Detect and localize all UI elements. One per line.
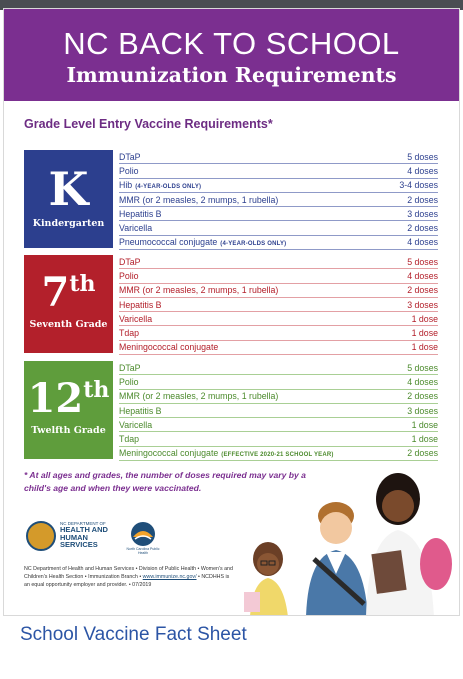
vaccine-list [119,150,438,250]
vaccine-row [119,207,438,221]
vaccine-name: Tdap [119,328,140,339]
grade-badge-number [24,162,113,216]
vaccine-row [119,298,438,312]
vaccine-row [119,150,438,164]
vaccine-name-cell [119,314,152,324]
vaccine-doses: 2 doses [407,448,438,459]
vaccine-name-cell [119,257,141,267]
vaccine-doses: 4 doses [407,237,438,248]
grade-number: K [48,162,89,216]
vaccine-name: Hepatitis B [119,299,162,310]
vaccine-doses: 1 dose [411,342,438,353]
grade-number: 12 [27,375,84,422]
grade-number: 7 [41,269,70,316]
vaccine-doses: 3-4 doses [399,180,438,191]
vaccine-row [119,179,438,193]
vaccine-doses: 1 dose [411,313,438,324]
vaccine-row [119,432,438,446]
students-photo [236,464,456,616]
vaccine-name: MMR (or 2 measles, 2 mumps, 1 rubella) [119,285,279,296]
grade-name: Kindergarten [32,218,105,229]
vaccine-name: Varicella [119,223,153,234]
grade-name: Twelfth Grade [31,425,106,436]
vaccine-row [119,193,438,207]
credit-text [24,565,234,589]
vaccine-row [119,221,438,235]
vaccine-name-cell [119,271,139,281]
grade-badge [24,361,113,459]
vaccine-name: DTaP [119,256,141,267]
vaccine-row [119,375,438,389]
grade-badge [24,150,113,248]
vaccine-name: Polio [119,165,139,176]
vaccine-row [119,164,438,178]
grade-ordinal: th [69,271,96,297]
vaccine-doses: 3 doses [407,208,438,219]
vaccine-doses: 3 doses [407,299,438,310]
immunize-link[interactable]: www.immunize.nc.gov/ [142,574,197,580]
public-health-text: North Carolina Public Health [126,547,160,555]
vaccine-name-cell [119,406,162,416]
page-caption-link[interactable]: School Vaccine Fact Sheet [20,624,247,645]
vaccine-row [119,390,438,404]
vaccine-doses: 2 doses [407,194,438,205]
vaccine-doses: 4 doses [407,270,438,281]
vaccine-doses: 2 doses [407,391,438,402]
vaccine-name: Hepatitis B [119,405,162,416]
vaccine-doses: 4 doses [407,376,438,387]
dhhs-big: HEALTH AND HUMAN SERVICES [60,525,108,549]
vaccine-doses: 4 doses [407,165,438,176]
vaccine-name-cell [119,166,139,176]
vaccine-doses: 3 doses [407,405,438,416]
grade-badge [24,255,113,353]
vaccine-name-cell [119,180,201,190]
vaccine-doses: 2 doses [407,223,438,234]
vaccine-name: Meningococcal conjugate [119,342,219,353]
vaccine-row [119,341,438,355]
vaccine-doses: 1 dose [411,328,438,339]
vaccine-name: Pneumococcal conjugate [119,237,218,248]
vaccine-doses: 1 dose [411,419,438,430]
vaccine-row [119,361,438,375]
vaccine-name-cell [119,223,152,233]
vaccine-name-cell [119,300,162,310]
vaccine-list [119,255,438,355]
vaccine-note: (4-YEAR-OLDS ONLY) [135,184,202,191]
vaccine-note: (4-YEAR-OLDS ONLY) [220,241,287,248]
vaccine-name-cell [119,434,139,444]
header-title: NC BACK TO SCHOOL [63,26,400,61]
vaccine-name-cell [119,209,162,219]
vaccine-row [119,255,438,269]
vaccine-name-cell [119,448,334,458]
vaccine-name: Hib [119,180,133,191]
vaccine-name-cell [119,195,278,205]
vaccine-name-cell [119,152,141,162]
section-title: Grade Level Entry Vaccine Requirements* [24,117,273,131]
vaccine-doses: 5 doses [407,151,438,162]
vaccine-name: DTaP [119,362,141,373]
vaccine-name: Polio [119,270,139,281]
grade-badge-number [24,375,113,422]
vaccine-name: Varicella [119,313,153,324]
vaccine-doses: 5 doses [407,362,438,373]
grade-name: Seventh Grade [29,319,108,330]
vaccine-name-cell [119,285,278,295]
vaccine-note: (EFFECTIVE 2020-21 SCHOOL YEAR) [221,452,334,459]
vaccine-name: Hepatitis B [119,208,162,219]
vaccine-row [119,404,438,418]
vaccine-name: Meningococcal conjugate [119,448,219,459]
grade-ordinal: th [83,377,110,403]
vaccine-row [119,269,438,283]
vaccine-row [119,418,438,432]
vaccine-row [119,447,438,461]
footnote: * At all ages and grades, the number of doses required may vary by a child's age and when they were vaccinated. [24,470,306,493]
vaccine-name-cell [119,391,278,401]
dhhs-small: NC DEPARTMENT OF [60,521,106,526]
vaccine-name: DTaP [119,151,141,162]
vaccine-name-cell [119,237,286,247]
vaccine-name: Varicella [119,419,153,430]
vaccine-name: MMR (or 2 measles, 2 mumps, 1 rubella) [119,391,279,402]
flyer-header [4,9,459,101]
grade-badge-number [24,269,113,316]
vaccine-row [119,236,438,250]
vaccine-doses: 2 doses [407,285,438,296]
dhhs-logo [60,521,122,549]
nc-seal-icon [26,521,56,551]
vaccine-name-cell [119,377,139,387]
vaccine-name: MMR (or 2 measles, 2 mumps, 1 rubella) [119,194,279,205]
vaccine-doses: 5 doses [407,256,438,267]
vaccine-row [119,284,438,298]
vaccine-name: Polio [119,376,139,387]
vaccine-name-cell [119,342,218,352]
flyer-card [3,8,460,616]
logos [26,521,166,557]
vaccine-name-cell [119,328,139,338]
vaccine-name-cell [119,420,152,430]
public-health-logo-icon [130,521,156,547]
vaccine-name-cell [119,363,141,373]
header-subtitle: Immunization Requirements [66,63,397,87]
vaccine-name: Tdap [119,434,140,445]
vaccine-row [119,326,438,340]
credit-tail: • NCDHHS is an equal opportunity employer and provider. • 07/2019 [24,574,230,588]
vaccine-row [119,312,438,326]
vaccine-doses: 1 dose [411,434,438,445]
credit-main: NC Department of Health and Human Services • Division of Public Health • Women's and Children's Health Section • Immunization Branch • [24,566,233,580]
vaccine-list [119,361,438,461]
